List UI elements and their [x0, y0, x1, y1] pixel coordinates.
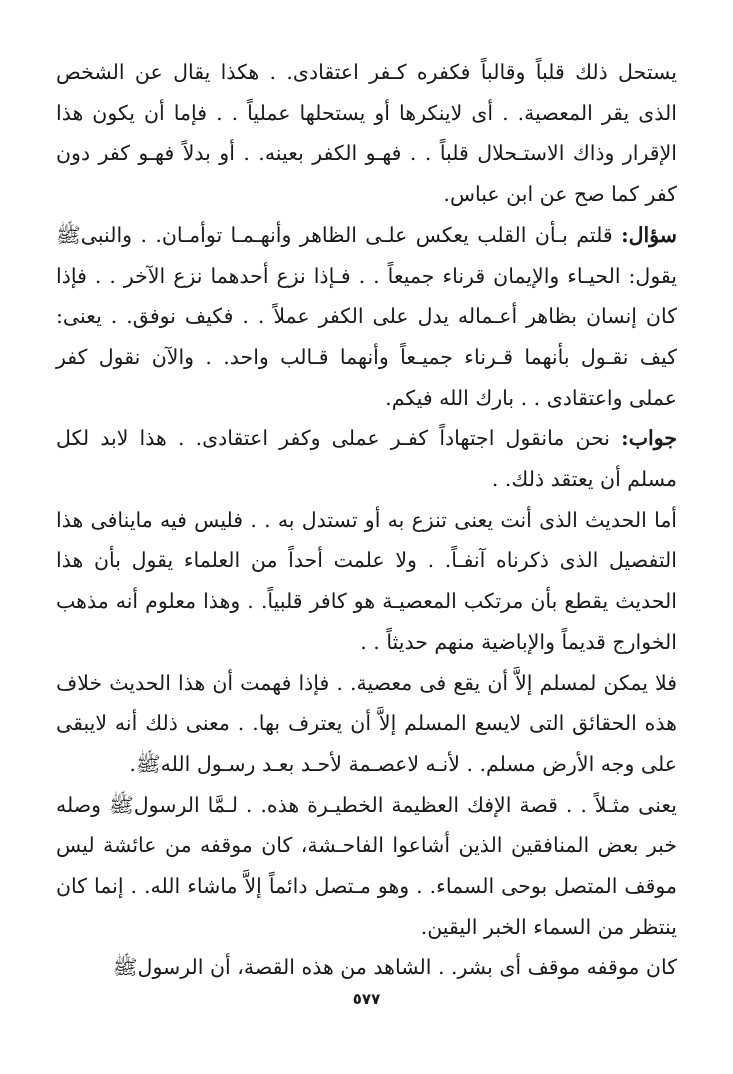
answer-label: جواب: [621, 426, 677, 451]
paragraph-5 [56, 663, 677, 785]
paragraph-7-text: كان موقفه موقف أى بشر. . الشاهد من هذه القصة، أن الرسولﷺ [112, 955, 677, 980]
paragraph-answer [56, 418, 677, 499]
paragraph-4-text: أما الحديث الذى أنت يعنى تنزع به أو تستدل به . . فليس فيه ماينافى هذا التفصيل الذى ذكرناه آنفـاً. . ولا علمت أحداً من العلماء يقول بأن هذا الحديث يقطع بأن مرتكب المعصيـة هو كافر قلبياً. . وهذا معلوم أنه مذهب الخوارج قديماً والإباضية منهم حديثاً . . [56, 507, 677, 654]
paragraph-6 [56, 785, 677, 948]
paragraph-question [56, 215, 677, 419]
page-number: ٥٧٧ [352, 990, 381, 1008]
question-label: سؤال: [621, 222, 677, 247]
paragraph-1-text: يستحل ذلك قلباً وقالباً فكفره كـفر اعتقادى. . هكذا يقال عن الشخص الذى يقر المعصية. . أى لاينكرها أو يستحلها عملياً . . فإما أن يكون هذا الإقرار وذاك الاستـحلال قلباً . . فهـو الكفر بعينه. . أو بدلاً فهـو كفر دون كفر كما صح عن ابن عباس. [56, 60, 677, 207]
paragraph-4 [56, 500, 677, 663]
question-text: قلتم بـأن القلب يعكس علـى الظاهر وأنهـمـا توأمـان. . والنبىﷺ يقول: الحيـاء والإيمان قرناء جميعاً . . فـإذا نزع أحدهما نزع الآخر . . فإذا كان إنسان بظاهر أعـماله يدل على الكفر عملاً . . فكيف نوفق. . يعنى: كيف نقـول بأنهما قـرناء جميـعاً وأنهما قـالب واحد. . والآن نقول كفر عملى واعتقادى . . بارك الله فيكم. [56, 222, 677, 410]
paragraph-1 [56, 52, 677, 215]
paragraph-7 [56, 947, 677, 988]
paragraph-6-text: يعنى مثـلاً . . قصة الإفك العظيمة الخطيـرة هذه. . لـمَّا الرسولﷺ وصله خبر بعض المنافقين الذين أشاعوا الفاحـشة، كان موقفه من عائشة ليس موقف المتصل بوحى السماء. . وهو مـتصل دائماً إلاَّ ماشاء الله. . إنما كان ينتظر من السماء الخبر اليقين. [56, 792, 677, 939]
answer-text: نحن مانقول اجتهاداً كفـر عملى وكفر اعتقادى. . هذا لابد لكل مسلم أن يعتقد ذلك. . [56, 426, 677, 492]
page-body [56, 52, 677, 988]
paragraph-5-text: فلا يمكن لمسلم إلاَّ أن يقع فى معصية. . فإذا فهمت أن هذا الحديث خلاف هذه الحقائق التى لايسع المسلم إلاَّ أن يعترف بها. . معنى ذلك أنه لايبقى على وجه الأرض مسلم. . لأنـه لاعصـمة لأحـد بعـد رسـول اللهﷺ. [56, 670, 677, 776]
